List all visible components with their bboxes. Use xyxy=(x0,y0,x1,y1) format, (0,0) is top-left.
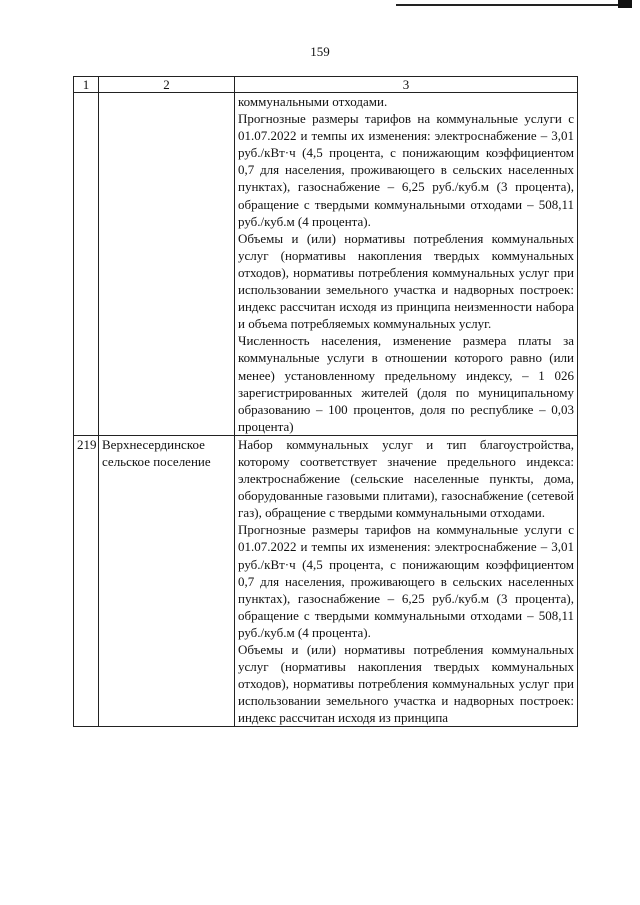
paragraph: Объемы и (или) нормативы потребления коммунальных услуг (нормативы накопления твердых коммунальных отходов), нормативы потребления коммунальных услуг при использовании земельного участка и надворных построек: индекс рассчитан исходя из принципа xyxy=(238,642,574,726)
scan-edge-mark xyxy=(396,4,632,6)
table-row xyxy=(74,435,578,727)
description-cell xyxy=(235,93,578,436)
page-number: 159 xyxy=(310,44,330,59)
paragraph: Набор коммунальных услуг и тип благоустройства, которому соответствует значение предельного индекса: электроснабжение (сельские населенные пункты, дома, оборудованные газовыми плитами), газоснабжение (сетевой газ), обращение с твердыми коммунальными отходами. xyxy=(238,436,574,521)
description-cell xyxy=(235,435,578,727)
municipality-name xyxy=(99,93,235,436)
paragraph: Прогнозные размеры тарифов на коммунальные услуги с 01.07.2022 и темпы их изменения: электроснабжение – 3,01 руб./кВт·ч (4,5 процента, с понижающим коэффициентом 0,7 для населения, проживающего в сельских населенных пунктах), газоснабжение – 6,25 руб./куб.м (3 процента), обращение с твердыми коммунальными отходами – 508,11 руб./куб.м (4 процента). xyxy=(238,111,574,229)
scan-edge-mark-end xyxy=(618,0,632,8)
row-number: 219 xyxy=(74,435,99,727)
table-header-row xyxy=(74,77,578,93)
table-row xyxy=(74,93,578,436)
paragraph: Прогнозные размеры тарифов на коммунальные услуги с 01.07.2022 и темпы их изменения: электроснабжение – 3,01 руб./кВт·ч (4,5 процента, с понижающим коэффициентом 0,7 для населения, проживающего в сельских населенных пунктах), газоснабжение – 6,25 руб./куб.м (3 процента), обращение с твердыми коммунальными отходами – 508,11 руб./куб.м (4 процента). xyxy=(238,522,574,640)
column-header-municipality: 2 xyxy=(99,77,235,93)
row-number xyxy=(74,93,99,436)
paragraph: Численность населения, изменение размера платы за коммунальные услуги в отношении которого равно (или менее) установленному предельному индексу, – 1 026 зарегистрированных жителей (доля по муниципальному образованию – 100 процентов, доля по республике – 0,03 процента) xyxy=(238,333,574,434)
column-header-description: 3 xyxy=(235,77,578,93)
column-header-number: 1 xyxy=(74,77,99,93)
tariff-table xyxy=(73,76,578,727)
paragraph: Объемы и (или) нормативы потребления коммунальных услуг (нормативы накопления твердых коммунальных отходов), нормативы потребления коммунальных услуг при использовании земельного участка и надворных построек: индекс рассчитан исходя из принципа неизменности набора и объема потребляемых коммунальных услуг. xyxy=(238,230,574,332)
municipality-name: Верхнесердинское сельское поселение xyxy=(99,435,235,727)
paragraph: коммунальными отходами. xyxy=(238,94,388,109)
